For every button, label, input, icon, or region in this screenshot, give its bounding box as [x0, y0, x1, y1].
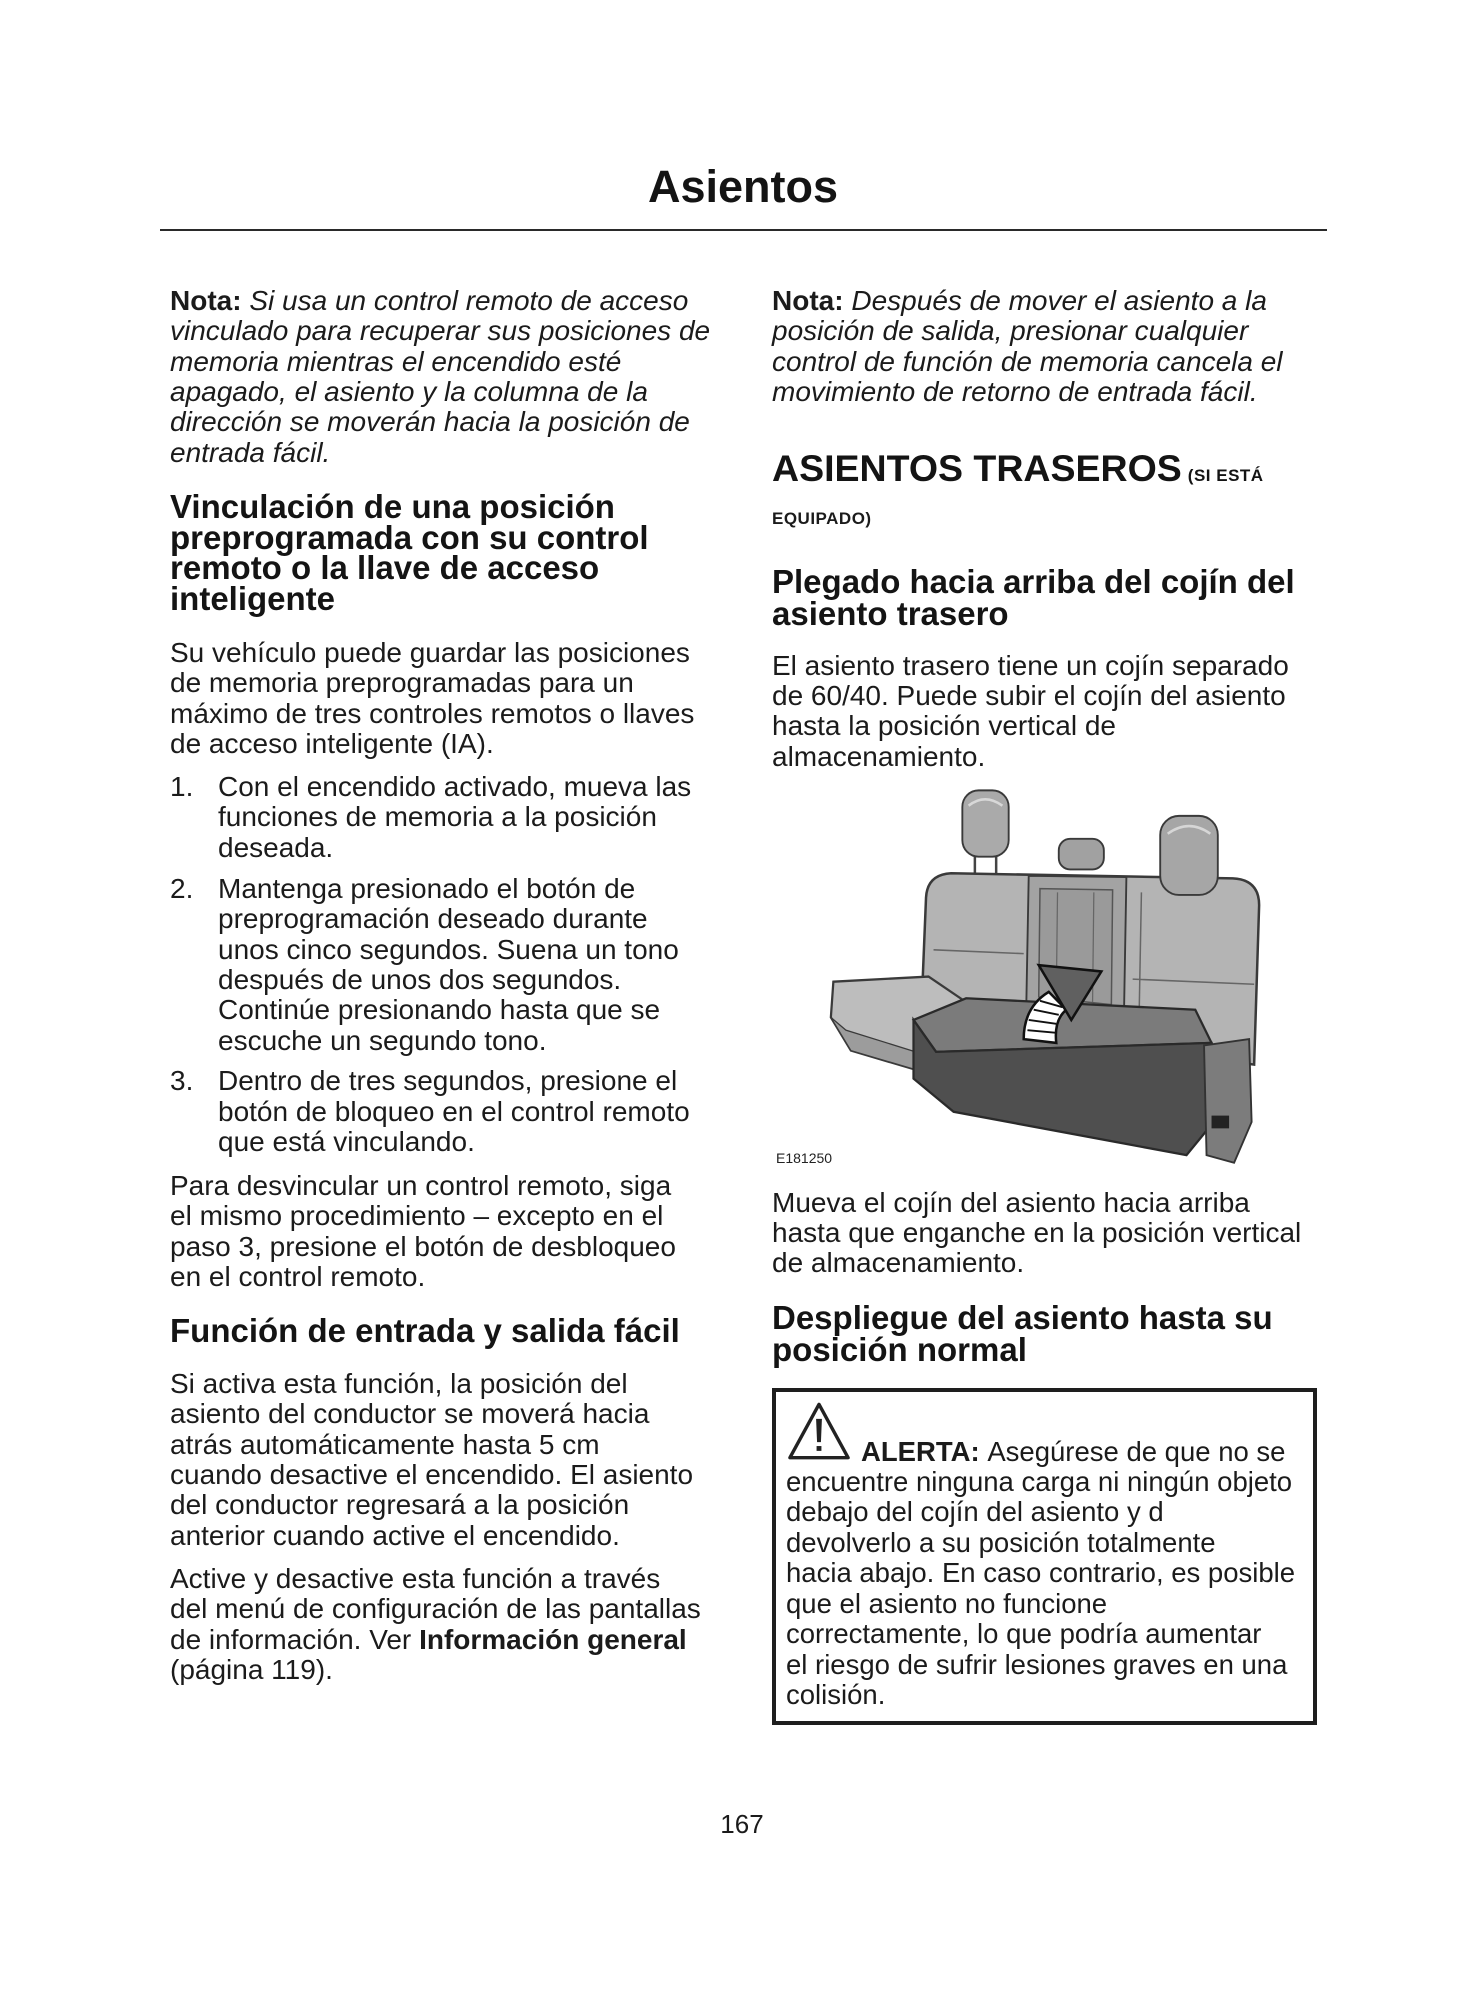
note-first-line — [170, 286, 710, 316]
paragraph-memory-storage — [170, 638, 694, 760]
step-item-3 — [170, 1066, 690, 1157]
paragraph-easy-entry-function — [170, 1369, 693, 1551]
step-text — [218, 772, 691, 863]
paragraph-line: Mueva el cojín del asiento hacia arriba — [772, 1186, 1250, 1218]
paragraph-line — [170, 1625, 701, 1655]
note-first-text: Si usa un control remoto de acceso — [249, 284, 689, 316]
paragraph-line: Para desvincular un control remoto, siga — [170, 1170, 672, 1201]
paragraph-lines — [170, 1564, 701, 1625]
xref-prefix: de información. Ver — [170, 1623, 412, 1655]
headrest-right — [1160, 816, 1218, 895]
heading-line: Vinculación de una posición — [170, 488, 615, 526]
paragraph-line: paso 3, presione el botón de desbloqueo — [170, 1230, 676, 1262]
paragraph-activate-function — [170, 1564, 701, 1686]
note-exit-position — [772, 286, 1283, 408]
step-number: 3. — [170, 1065, 194, 1097]
heading-easy-entry-exit: Función de entrada y salida fácil — [170, 1312, 680, 1350]
step-number: 2. — [170, 872, 194, 904]
seat-bracket — [1204, 1039, 1252, 1163]
cross-reference-link[interactable]: Información general — [419, 1623, 687, 1655]
heading-line: remoto o la llave de acceso — [170, 549, 600, 587]
note-memory-remote — [170, 286, 710, 468]
step-text — [218, 1066, 690, 1157]
note-line: control de función de memoria cancela el — [772, 345, 1283, 377]
note-line: memoria mientras el encendido esté — [170, 345, 622, 377]
page-number: 167 — [720, 1809, 764, 1839]
note-line: apagado, el asiento y la columna de la — [170, 376, 648, 408]
step-number: 1. — [170, 770, 194, 802]
section-qualifier: (SI ESTÁ — [1187, 466, 1264, 485]
paragraph-line: de almacenamiento. — [772, 1247, 1025, 1279]
heading-line: Plegado hacia arriba del cojín del — [772, 563, 1295, 601]
heading-line: asiento trasero — [772, 594, 1009, 632]
note-rest — [170, 316, 710, 468]
page-title: Asientos — [647, 161, 839, 212]
rear-seat-illustration — [772, 784, 1323, 1173]
step-item-1 — [170, 772, 691, 863]
step-line: unos cinco segundos. Suena un tono — [218, 933, 679, 965]
paragraph-line: anterior cuando active el encendido. — [170, 1519, 620, 1551]
paragraph-line: cuando desactive el encendido. El asiento — [170, 1458, 694, 1490]
step-line: después de unos dos segundos. — [218, 964, 622, 996]
alert-rest — [786, 1467, 1295, 1711]
step-line: Mantenga presionado el botón de — [218, 872, 636, 904]
paragraph-line: Su vehículo puede guardar las posiciones — [170, 636, 690, 668]
heading-line: inteligente — [170, 580, 336, 618]
paragraph-line: de memoria preprogramadas para un — [170, 667, 634, 699]
note-line: vinculado para recuperar sus posiciones de — [170, 315, 711, 347]
step-item-2 — [170, 874, 679, 1056]
paragraph-line: hasta la posición vertical de — [772, 710, 1116, 742]
paragraph-line: del conductor regresará a la posición — [170, 1489, 630, 1521]
step-line: botón de bloqueo en el control remoto — [218, 1095, 690, 1127]
note-rest — [772, 316, 1283, 407]
step-line: preprogramación deseado durante — [218, 903, 648, 935]
step-line: Continúe presionando hasta que se — [218, 994, 661, 1026]
figure-label: E181250 — [776, 1150, 833, 1166]
heading-unfold-seat — [772, 1299, 1273, 1368]
headrest-center — [1059, 839, 1104, 870]
heading-link-preset-position — [170, 488, 649, 618]
note-line: dirección se moverán hacia la posición de — [170, 406, 690, 438]
heading-fold-cushion — [772, 563, 1295, 632]
alert-line: encuentre ninguna carga ni ningún objeto — [786, 1465, 1293, 1497]
paragraph-line: almacenamiento. — [772, 740, 986, 772]
note-line: entrada fácil. — [170, 436, 331, 468]
paragraph-line: de acceso inteligente (IA). — [170, 728, 494, 760]
section-title-text: ASIENTOS TRASEROS — [772, 447, 1182, 489]
paragraph-split-cushion — [772, 651, 1289, 773]
note-line: posición de salida, presionar cualquier — [772, 315, 1249, 347]
step-line: escuche un segundo tono. — [218, 1024, 547, 1056]
page-reference: (página 119). — [170, 1654, 333, 1686]
step-line: Con el encendido activado, mueva las — [218, 770, 692, 802]
note-label: Nota: — [772, 284, 844, 316]
paragraph-unlink-remote — [170, 1171, 676, 1293]
alert-first-text: Asegúrese de que no se — [987, 1435, 1286, 1467]
paragraph-line: Active y desactive esta función a través — [170, 1562, 661, 1594]
step-text — [218, 874, 679, 1056]
section-qualifier-continued: EQUIPADO) — [772, 509, 872, 528]
alert-line: hacia abajo. En caso contrario, es posible — [786, 1557, 1296, 1589]
step-line: que está vinculando. — [218, 1126, 475, 1158]
paragraph-line: atrás automáticamente hasta 5 cm — [170, 1428, 600, 1460]
alert-text — [786, 1437, 1295, 1711]
bracket-latch — [1212, 1116, 1230, 1129]
paragraph-move-cushion — [772, 1188, 1301, 1279]
paragraph-line: del menú de configuración de las pantallas — [170, 1593, 701, 1625]
heading-line: Despliegue del asiento hasta su — [772, 1299, 1273, 1337]
note-first-text: Después de mover el asiento a la — [851, 284, 1267, 316]
alert-line: el riesgo de sufrir lesiones graves en una — [786, 1648, 1288, 1680]
paragraph-line: en el control remoto. — [170, 1261, 426, 1293]
alert-first-line — [786, 1437, 1295, 1467]
paragraph-line: Si activa esta función, la posición del — [170, 1367, 628, 1399]
step-line: funciones de memoria a la posición — [218, 801, 657, 833]
heading-line: preprogramada con su control — [170, 518, 649, 556]
alert-label: ALERTA: — [861, 1435, 980, 1467]
paragraph-line: máximo de tres controles remotos o llaves — [170, 697, 695, 729]
section-title-rear-seats — [772, 446, 1264, 498]
alert-line: devolverlo a su posición totalmente — [786, 1526, 1216, 1558]
alert-line: correctamente, lo que podría aumentar — [786, 1618, 1262, 1650]
note-label: Nota: — [170, 284, 242, 316]
paragraph-line: asiento del conductor se moverá hacia — [170, 1398, 650, 1430]
paragraph-line: de 60/40. Puede subir el cojín del asiento — [772, 680, 1286, 711]
alert-line: que el asiento no funcione — [786, 1587, 1108, 1619]
step-line: Dentro de tres segundos, presione el — [218, 1065, 678, 1097]
alert-line: debajo del cojín del asiento y d — [786, 1496, 1164, 1528]
alert-box — [772, 1388, 1317, 1725]
step-line: deseada. — [218, 831, 334, 863]
alert-line: colisión. — [786, 1679, 886, 1711]
header-divider — [160, 229, 1327, 231]
note-line: movimiento de retorno de entrada fácil. — [772, 376, 1258, 408]
heading-line: posición normal — [772, 1330, 1027, 1368]
paragraph-line: hasta que enganche en la posición vertical — [772, 1217, 1302, 1248]
paragraph-line: El asiento trasero tiene un cojín separado — [772, 649, 1289, 681]
paragraph-line: el mismo procedimiento – excepto en el — [170, 1200, 664, 1232]
note-first-line — [772, 286, 1283, 316]
